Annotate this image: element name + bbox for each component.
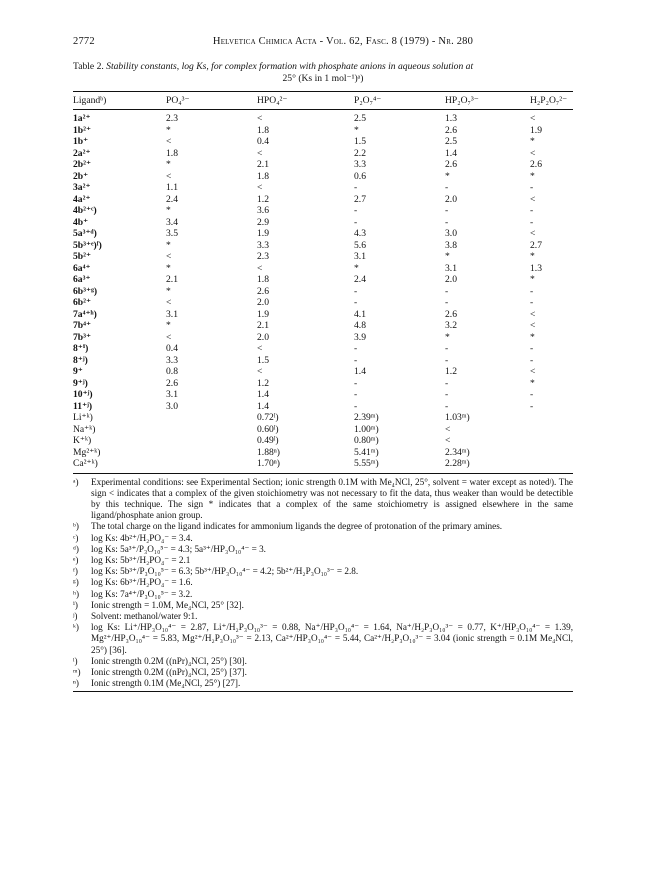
footnote-mark: ʰ) xyxy=(73,588,80,599)
footnote-mark: ʲ) xyxy=(73,610,78,621)
value-cell: - xyxy=(445,216,449,228)
value-cell: * xyxy=(530,274,535,285)
value-cell: 2.0 xyxy=(445,193,457,205)
footnote-mark: ⁱ) xyxy=(73,599,78,610)
footnotes xyxy=(73,477,573,690)
column-header: PO₄³⁻ xyxy=(166,92,257,110)
value-cell: * xyxy=(530,170,535,182)
value-cell: 2.5 xyxy=(445,136,457,147)
footnote xyxy=(73,477,573,522)
table-row xyxy=(73,435,573,447)
footnote xyxy=(73,555,573,566)
value-cell: 3.3 xyxy=(257,239,269,251)
ligand-cell: 1a²⁺ xyxy=(73,113,91,124)
value-cell: - xyxy=(445,354,449,366)
value-cell: < xyxy=(166,331,172,343)
value-cell: - xyxy=(354,354,358,366)
value-cell: * xyxy=(530,136,535,147)
footnote-mark: ⁿ) xyxy=(73,678,79,689)
value-cell: < xyxy=(166,297,172,308)
footnote-text: log Ks: 5b³⁺/H₂PO₄⁻ = 2.1 xyxy=(91,554,191,565)
footnote-text: log Ks: 5b³⁺/P₃O₁₀⁵⁻ = 6.3; 5b³⁺/HP₃O₁₀⁴⁻ = 4.2; 5b²⁺/H₂P₃O₁₀³⁻ = 2.8. xyxy=(91,566,359,577)
ligand-cell: 8⁺ʲ) xyxy=(73,354,88,366)
value-cell: 3.1 xyxy=(166,308,178,320)
value-cell: - xyxy=(445,297,449,308)
ligand-cell: 6b²⁺ xyxy=(73,297,92,308)
value-cell: * xyxy=(354,124,359,136)
value-cell: 1.9 xyxy=(257,308,269,320)
table-row xyxy=(73,297,573,309)
table-label: Table 2. xyxy=(73,61,104,72)
value-cell: 2.6 xyxy=(166,377,178,389)
ligand-cell: 1b⁺ xyxy=(73,136,89,147)
value-cell: - xyxy=(354,377,358,389)
value-cell: < xyxy=(257,113,263,124)
value-cell: 1.70ⁿ) xyxy=(257,458,354,473)
value-cell: 1.9 xyxy=(257,228,269,239)
value-cell xyxy=(166,458,257,473)
value-cell: 1.5 xyxy=(354,136,366,147)
value-cell: 3.2 xyxy=(445,320,457,331)
column-header: Ligandᵇ) xyxy=(73,92,166,110)
value-cell: 3.3 xyxy=(354,159,366,170)
value-cell: * xyxy=(166,205,171,216)
footnote xyxy=(73,521,573,532)
ligand-cell: 9⁺ xyxy=(73,366,83,377)
table-row xyxy=(73,125,573,137)
ligand-cell: Li⁺ᵏ) xyxy=(73,412,93,423)
value-cell: 0.60ˡ) xyxy=(257,423,279,435)
value-cell: 3.1 xyxy=(166,389,178,400)
ligand-cell: 11⁺ʲ) xyxy=(73,400,93,412)
value-cell: 1.3 xyxy=(445,113,457,124)
value-cell xyxy=(166,412,257,424)
value-cell: 2.5 xyxy=(354,113,366,124)
table-row xyxy=(73,424,573,436)
table-row xyxy=(73,217,573,229)
value-cell: 2.6 xyxy=(445,159,457,170)
value-cell: - xyxy=(354,389,358,400)
table-row xyxy=(73,263,573,275)
value-cell: * xyxy=(166,124,171,136)
table-body xyxy=(73,110,573,474)
table-row xyxy=(73,274,573,286)
page xyxy=(73,36,573,692)
ligand-cell: 9⁺ʲ) xyxy=(73,377,88,389)
footnote-text: Solvent: methanol/water 9:1. xyxy=(91,610,198,621)
value-cell: * xyxy=(166,239,171,251)
value-cell: 2.4 xyxy=(166,193,178,205)
value-cell: < xyxy=(257,343,263,354)
ligand-cell: 5a³⁺ᵈ) xyxy=(73,228,97,239)
footnote-text: log Ks: Li⁺/HP₃O₁₀⁴⁻ = 2.87, Li⁺/H₂P₃O₁₀³⁻ = 0.88, Na⁺/HP₃O₁₀⁴⁻ = 1.64, Na⁺/H₂P₃O₁₀³⁻ = 0.77, K⁺/HP₃O₁₀⁴⁻ = 1.39, Mg²⁺/HP₃O₁₀⁴⁻ = 5.83, Mg²⁺/H₂P₃O₁₀³⁻ = 2.13, Ca²⁺/HP₃O₁₀⁴⁻ = 5.44, Ca²⁺/H₂P₃O₁₀³⁻ = 3.04 (ionic strength = 0.1M Me₄NCl, 25°) [36]. xyxy=(91,622,573,655)
value-cell: - xyxy=(530,182,534,193)
value-cell: 2.0 xyxy=(257,297,269,308)
value-cell: - xyxy=(445,285,449,297)
value-cell: - xyxy=(530,205,534,216)
value-cell: - xyxy=(445,400,449,412)
value-cell: 2.0 xyxy=(257,331,269,343)
value-cell: - xyxy=(530,216,534,228)
value-cell: 2.34ᵐ) xyxy=(445,446,470,458)
ligand-cell: 7b³⁺ xyxy=(73,331,92,343)
value-cell: 2.1 xyxy=(257,159,269,170)
footnote-mark: ᵐ) xyxy=(73,666,81,677)
value-cell: - xyxy=(354,297,358,308)
value-cell: 1.2 xyxy=(445,366,457,377)
footnote xyxy=(73,678,573,689)
value-cell: - xyxy=(530,297,534,308)
ligand-cell: 4b²⁺ᶜ) xyxy=(73,205,97,216)
value-cell: * xyxy=(530,251,535,262)
value-cell: - xyxy=(445,343,449,354)
ligand-cell: 1b²⁺ xyxy=(73,124,92,136)
table-row xyxy=(73,320,573,332)
value-cell: - xyxy=(354,285,358,297)
value-cell: * xyxy=(445,331,450,343)
value-cell: < xyxy=(445,423,451,435)
ligand-cell: Na⁺ᵏ) xyxy=(73,423,96,435)
footnote-text: Ionic strength = 1.0M, Me₄NCl, 25° [32]. xyxy=(91,599,244,610)
value-cell: - xyxy=(445,182,449,193)
footnote xyxy=(73,622,573,656)
value-cell: - xyxy=(354,182,358,193)
value-cell: 5.55ᵐ) xyxy=(354,458,445,473)
table-row xyxy=(73,136,573,148)
table-row xyxy=(73,412,573,424)
footnote-text: log Ks: 7a⁴⁺/P₃O₁₀⁵⁻ = 3.2. xyxy=(91,588,193,599)
value-cell: * xyxy=(166,285,171,297)
footnote-text: log Ks: 5a³⁺/P₃O₁₀⁵⁻ = 4.3; 5a³⁺/HP₃O₁₀⁴⁻ = 3. xyxy=(91,543,266,554)
footnote-mark: ᶠ) xyxy=(73,566,78,577)
column-header: H₂P₂O₇²⁻ xyxy=(530,92,573,110)
value-cell: * xyxy=(530,331,535,343)
value-cell: * xyxy=(166,159,171,170)
table-row xyxy=(73,182,573,194)
value-cell: - xyxy=(354,216,358,228)
table-caption xyxy=(73,61,573,85)
column-header: P₂O₇⁴⁻ xyxy=(354,92,445,110)
value-cell: 1.03ᵐ) xyxy=(445,412,470,423)
ligand-cell: 10⁺ʲ) xyxy=(73,389,93,400)
ligand-cell: 5b³⁺ᵉ)ᶠ) xyxy=(73,239,102,251)
table-row xyxy=(73,401,573,413)
ligand-cell: 3a²⁺ xyxy=(73,182,91,193)
value-cell: < xyxy=(530,147,536,159)
footnote-mark: ᵈ) xyxy=(73,543,79,554)
value-cell: * xyxy=(445,251,450,262)
value-cell: < xyxy=(445,435,451,446)
value-cell: < xyxy=(530,193,536,205)
footnote-mark: ᵇ) xyxy=(73,521,79,532)
value-cell: 1.00ᵐ) xyxy=(354,423,379,435)
value-cell: 1.4 xyxy=(354,366,366,377)
value-cell: - xyxy=(445,377,449,389)
value-cell: 0.4 xyxy=(257,136,269,147)
value-cell: 0.72ˡ) xyxy=(257,412,279,423)
value-cell: 1.9 xyxy=(530,124,542,136)
footnote xyxy=(73,600,573,611)
ligand-cell: 5b²⁺ xyxy=(73,251,92,262)
value-cell: 1.4 xyxy=(257,400,269,412)
value-cell: 1.8 xyxy=(257,124,269,136)
table-row xyxy=(73,389,573,401)
table-row xyxy=(73,447,573,459)
value-cell: 0.49ˡ) xyxy=(257,435,279,446)
value-cell: 1.4 xyxy=(257,389,269,400)
value-cell: 1.8 xyxy=(257,274,269,285)
table-row xyxy=(73,205,573,217)
value-cell xyxy=(166,435,257,447)
ligand-cell: 8⁺ⁱ) xyxy=(73,343,89,354)
page-number: 2772 xyxy=(73,36,95,47)
value-cell: 1.3 xyxy=(530,262,542,274)
value-cell: 5.41ᵐ) xyxy=(354,446,379,458)
value-cell: 1.2 xyxy=(257,193,269,205)
footnote-text: Ionic strength 0.2M ((nPr)₄NCl, 25°) [30]. xyxy=(91,655,247,666)
table-row xyxy=(73,366,573,378)
ligand-cell: K⁺ᵏ) xyxy=(73,435,92,446)
value-cell: 5.6 xyxy=(354,239,366,251)
table-header-row xyxy=(73,92,573,110)
value-cell: 0.8 xyxy=(166,366,178,377)
footnote xyxy=(73,566,573,577)
value-cell: - xyxy=(530,354,534,366)
ligand-cell: 6a⁴⁺ xyxy=(73,262,91,274)
stability-constants-table xyxy=(73,91,573,474)
value-cell: < xyxy=(166,170,172,182)
ligand-cell: Mg²⁺ᵏ) xyxy=(73,446,101,458)
value-cell: * xyxy=(530,377,535,389)
value-cell: 2.28ᵐ) xyxy=(445,458,530,473)
footnote-mark: ᶜ) xyxy=(73,532,79,543)
table-row xyxy=(73,110,573,125)
value-cell: 3.9 xyxy=(354,331,366,343)
ligand-cell: Ca²⁺ᵏ) xyxy=(73,458,166,473)
value-cell: 3.0 xyxy=(166,400,178,412)
value-cell: - xyxy=(445,205,449,216)
value-cell: 4.3 xyxy=(354,228,366,239)
value-cell: 0.80ᵐ) xyxy=(354,435,379,446)
journal-title: Helvetica Chimica Acta - Vol. 62, Fasc. 8 (1979) - Nr. 280 xyxy=(212,36,474,47)
footnote xyxy=(73,533,573,544)
running-head xyxy=(73,36,573,47)
ligand-cell: 2a²⁺ xyxy=(73,147,91,159)
value-cell: 2.39ᵐ) xyxy=(354,412,379,423)
value-cell: 3.8 xyxy=(445,239,457,251)
value-cell: 2.6 xyxy=(257,285,269,297)
footnote-text: log Ks: 6b³⁺/H₂PO₄⁻ = 1.6. xyxy=(91,577,193,588)
end-rule xyxy=(73,691,573,692)
value-cell: 2.6 xyxy=(445,124,457,136)
ligand-cell: 2b⁺ xyxy=(73,170,89,182)
value-cell: 1.2 xyxy=(257,377,269,389)
value-cell: 2.3 xyxy=(257,251,269,262)
value-cell: 3.0 xyxy=(445,228,457,239)
table-row xyxy=(73,458,573,473)
footnote xyxy=(73,544,573,555)
value-cell: * xyxy=(354,262,359,274)
value-cell xyxy=(530,447,573,459)
value-cell: 2.7 xyxy=(530,239,542,251)
value-cell: - xyxy=(530,285,534,297)
value-cell: 2.0 xyxy=(445,274,457,285)
value-cell: * xyxy=(166,262,171,274)
value-cell: 0.6 xyxy=(354,170,366,182)
value-cell xyxy=(530,458,573,473)
ligand-cell: 4a²⁺ xyxy=(73,193,91,205)
table-row xyxy=(73,286,573,298)
value-cell xyxy=(166,447,257,459)
value-cell: 1.88ⁿ) xyxy=(257,446,281,458)
value-cell: < xyxy=(530,366,536,377)
ligand-cell: 4b⁺ xyxy=(73,216,89,228)
footnote-mark: ᵍ) xyxy=(73,577,79,588)
value-cell: 1.8 xyxy=(257,170,269,182)
table-row xyxy=(73,343,573,355)
value-cell: 1.4 xyxy=(445,147,457,159)
ligand-cell: 6b³⁺ᵍ) xyxy=(73,285,98,297)
value-cell: - xyxy=(530,400,534,412)
table-row xyxy=(73,171,573,183)
table-row xyxy=(73,378,573,390)
footnote-mark: ᵏ) xyxy=(73,622,79,633)
footnote xyxy=(73,611,573,622)
value-cell: 2.7 xyxy=(354,193,366,205)
value-cell: < xyxy=(257,366,263,377)
value-cell: < xyxy=(257,182,263,193)
table-row xyxy=(73,251,573,263)
value-cell: - xyxy=(530,389,534,400)
column-header: HPO₄²⁻ xyxy=(257,92,354,110)
value-cell: 3.1 xyxy=(354,251,366,262)
value-cell: 1.1 xyxy=(166,182,178,193)
table-title-line2: 25° (Ks in 1 mol⁻¹)ᵃ) xyxy=(282,73,364,84)
table-row xyxy=(73,309,573,321)
column-header: HP₂O₇³⁻ xyxy=(445,92,530,110)
value-cell: - xyxy=(354,400,358,412)
value-cell: < xyxy=(530,320,536,331)
table-row xyxy=(73,355,573,367)
value-cell: < xyxy=(166,136,172,147)
value-cell: 2.6 xyxy=(445,308,457,320)
value-cell: * xyxy=(166,320,171,331)
footnote xyxy=(73,667,573,678)
value-cell xyxy=(530,412,573,424)
value-cell: 2.1 xyxy=(257,320,269,331)
value-cell: < xyxy=(530,113,536,124)
value-cell: < xyxy=(257,147,263,159)
footnote-text: log Ks: 4b²⁺/H₂PO₄⁻ = 3.4. xyxy=(91,532,193,543)
footnote xyxy=(73,589,573,600)
value-cell: < xyxy=(166,251,172,262)
value-cell: 2.9 xyxy=(257,216,269,228)
value-cell xyxy=(530,424,573,436)
value-cell: * xyxy=(445,170,450,182)
value-cell xyxy=(166,424,257,436)
footnote-mark: ᵉ) xyxy=(73,554,79,565)
value-cell: 3.1 xyxy=(445,262,457,274)
value-cell xyxy=(530,435,573,447)
table-row xyxy=(73,148,573,160)
value-cell: 1.8 xyxy=(166,147,178,159)
value-cell: - xyxy=(445,389,449,400)
value-cell: 3.4 xyxy=(166,216,178,228)
footnote-mark: ᵃ) xyxy=(73,476,79,487)
value-cell: 2.3 xyxy=(166,113,178,124)
footnote-text: The total charge on the ligand indicates for ammonium ligands the degree of protonation of the primary amines. xyxy=(91,521,503,532)
value-cell: 2.2 xyxy=(354,147,366,159)
footnote-text: Ionic strength 0.2M ((nPr)₄NCl, 25°) [37]. xyxy=(91,666,247,677)
footnote xyxy=(73,656,573,667)
ligand-cell: 7a⁴⁺ʰ) xyxy=(73,308,97,320)
value-cell: 2.1 xyxy=(166,274,178,285)
table-row xyxy=(73,194,573,206)
table-row xyxy=(73,228,573,240)
value-cell: 2.6 xyxy=(530,159,542,170)
value-cell: 1.5 xyxy=(257,354,269,366)
footnote xyxy=(73,577,573,588)
value-cell: - xyxy=(530,343,534,354)
footnote-text: Ionic strength 0.1M (Me₄NCl, 25°) [27]. xyxy=(91,678,241,689)
value-cell: < xyxy=(530,228,536,239)
value-cell: - xyxy=(354,205,358,216)
table-row xyxy=(73,332,573,344)
footnote-mark: ˡ) xyxy=(73,655,78,666)
value-cell: < xyxy=(530,308,536,320)
ligand-cell: 2b²⁺ xyxy=(73,159,92,170)
value-cell: 0.4 xyxy=(166,343,178,354)
value-cell: 2.4 xyxy=(354,274,366,285)
ligand-cell: 6a³⁺ xyxy=(73,274,91,285)
value-cell: 4.8 xyxy=(354,320,366,331)
value-cell: 3.5 xyxy=(166,228,178,239)
table-row xyxy=(73,240,573,252)
footnote-text: Experimental conditions: see Experimental Section; ionic strength 0.1M with Me₄NCl, 25°, solvent = water except as notedʲ). The sign < indicates that a complex of the given stoichiometry was not necessary to fit the data, thus weaker than would be detectible by this technique. The sign * indicates that a complex of the same stoichiometry is assigned elsewhere in the same ligand/phosphate anion group. xyxy=(91,476,573,521)
value-cell: 4.1 xyxy=(354,308,366,320)
value-cell: 3.6 xyxy=(257,205,269,216)
table-title: Stability constants, log Ks, for complex formation with phosphate anions in aqueous solution at xyxy=(106,61,474,72)
value-cell: < xyxy=(257,262,263,274)
table-row xyxy=(73,159,573,171)
value-cell: - xyxy=(354,343,358,354)
value-cell: 3.3 xyxy=(166,354,178,366)
ligand-cell: 7b⁴⁺ xyxy=(73,320,92,331)
